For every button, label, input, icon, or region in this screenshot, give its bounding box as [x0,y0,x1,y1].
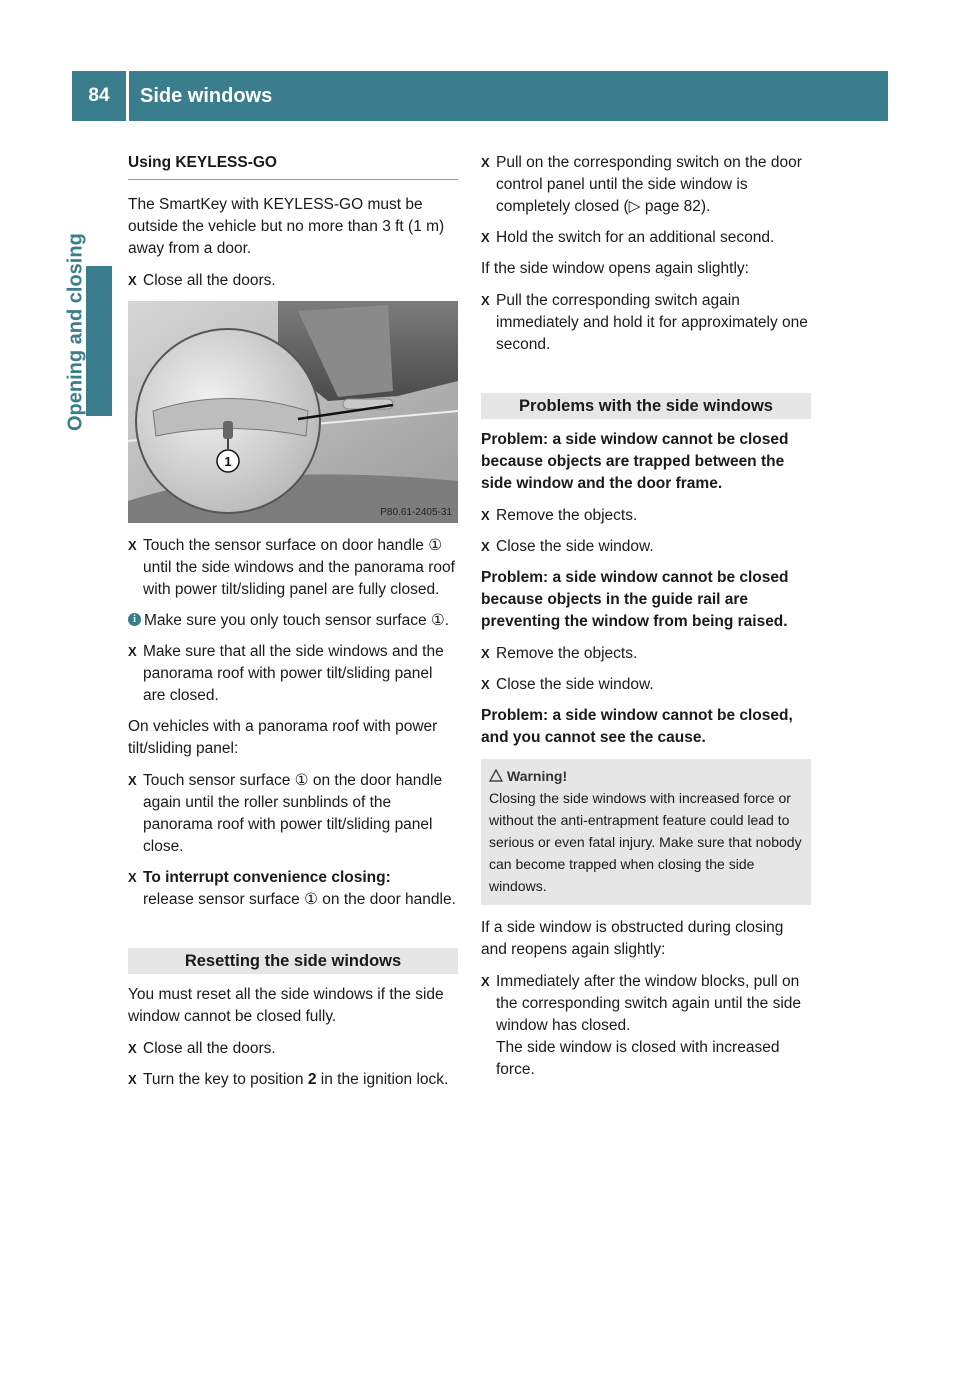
opens-again-text: If the side window opens again slightly: [481,260,749,277]
section-resetting: Resetting the side windows [128,948,458,974]
side-tab-label: Opening and closing [64,233,87,431]
warning-icon [489,769,503,782]
warning-text: Closing the side windows with increased force or without the anti-entrapment feature could lead to serious or even fatal injury. Make sure that nobody can become trapped when closing the side windows. [489,790,802,894]
figure-callout-1: 1 [224,454,232,469]
step-marker-icon: X [481,974,490,989]
step-marker-icon: X [481,293,490,308]
step-text: Touch sensor surface ① on the door handle again until the roller sunblinds of the panorama roof with power tilt/sliding panel close. [143,772,443,855]
step-marker-icon: X [128,773,137,788]
step-bold-text: To interrupt convenience closing: [143,869,391,886]
step-marker-icon: X [128,644,137,659]
step-text: Pull the corresponding switch again immediately and hold it for approximately one second. [496,292,808,353]
step-close-window-2 [481,674,811,696]
side-tab-label-wrap [64,233,126,721]
step-text-post: in the ignition lock. [316,1071,449,1088]
step-marker-icon: X [481,155,490,170]
info-text: Make sure you only touch sensor surface ①. [144,612,450,629]
page-number: 84 [88,85,110,106]
step-key-position: 2 [307,1071,317,1088]
section-problems: Problems with the side windows [481,393,811,419]
side-tab-block [86,266,112,416]
info-note [128,610,458,632]
step-turn-key [128,1069,458,1091]
step-pull-switch [481,152,811,218]
step-pull-again [481,290,811,356]
step-close-window [481,536,811,558]
door-handle-illustration [128,301,458,523]
page-header [72,71,888,121]
problem-1: Problem: a side window cannot be closed because objects are trapped between the side window and the door frame. [481,431,789,492]
step-text: Touch the sensor surface on door handle ① until the side windows and the panorama roof with power tilt/sliding panel are fully closed. [143,537,455,598]
obstructed-text: If a side window is obstructed during closing and reopens again slightly: [481,919,784,958]
step-text-pre: Turn the key to position [143,1071,308,1088]
step-make-sure [128,641,458,707]
panorama-roof-text: On vehicles with a panorama roof with power tilt/sliding panel: [128,718,438,757]
step-marker-icon: X [481,230,490,245]
step-close-doors [128,270,458,292]
step-marker-icon: X [481,508,490,523]
warning-title-text: Warning! [507,768,568,784]
step-marker-icon: X [481,646,490,661]
step-text: Hold the switch for an additional second. [496,229,775,246]
step-marker-icon: X [128,1041,137,1056]
warning-box [481,759,811,905]
reset-text: You must reset all the side windows if the side window cannot be closed fully. [128,986,444,1025]
step-text: Close the side window. [496,538,654,555]
step-marker-icon: X [128,538,137,553]
step-marker-icon: X [481,677,490,692]
step-result: The side window is closed with increased force. [496,1039,780,1078]
step-hold-switch [481,227,811,249]
page-title: Side windows [140,84,273,107]
step-text: Immediately after the window blocks, pull on the corresponding switch again until the side window has closed. [496,973,802,1034]
step-text: Remove the objects. [496,645,638,662]
step-remove-objects-2 [481,643,811,665]
right-column [481,152,811,1090]
step-text: Remove the objects. [496,507,638,524]
problem-2: Problem: a side window cannot be closed because objects in the guide rail are preventing the window from being raised. [481,569,789,630]
step-touch-sensor [128,535,458,601]
step-close-doors-2 [128,1038,458,1060]
step-marker-icon: X [128,273,137,288]
step-interrupt [128,867,458,911]
problem-3: Problem: a side window cannot be closed, and you cannot see the cause. [481,707,793,746]
step-text: Close the side window. [496,676,654,693]
step-text: release sensor surface ① on the door handle. [143,891,456,908]
warning-title [489,765,803,787]
step-text: Make sure that all the side windows and the panorama roof with power tilt/sliding panel are closed. [143,643,444,704]
subheading-keyless-go: Using KEYLESS-GO [128,152,458,180]
step-text: Pull on the corresponding switch on the door control panel until the side window is completely closed (▷ page 82). [496,154,802,215]
step-immediately-pull [481,971,811,1081]
step-marker-icon: X [481,539,490,554]
step-remove-objects [481,505,811,527]
step-touch-again [128,770,458,858]
header-divider [126,71,129,121]
door-handle-figure [128,301,458,523]
left-column [128,152,458,1100]
info-icon: i [128,613,141,626]
step-marker-icon: X [128,870,137,885]
step-text: Close all the doors. [143,1040,276,1057]
side-tab [64,121,126,1381]
step-marker-icon: X [128,1072,137,1087]
step-text: Close all the doors. [143,272,276,289]
figure-code: P80.61-2405-31 [380,507,452,518]
intro-text: The SmartKey with KEYLESS-GO must be outside the vehicle but no more than 3 ft (1 m) away from a door. [128,196,445,257]
